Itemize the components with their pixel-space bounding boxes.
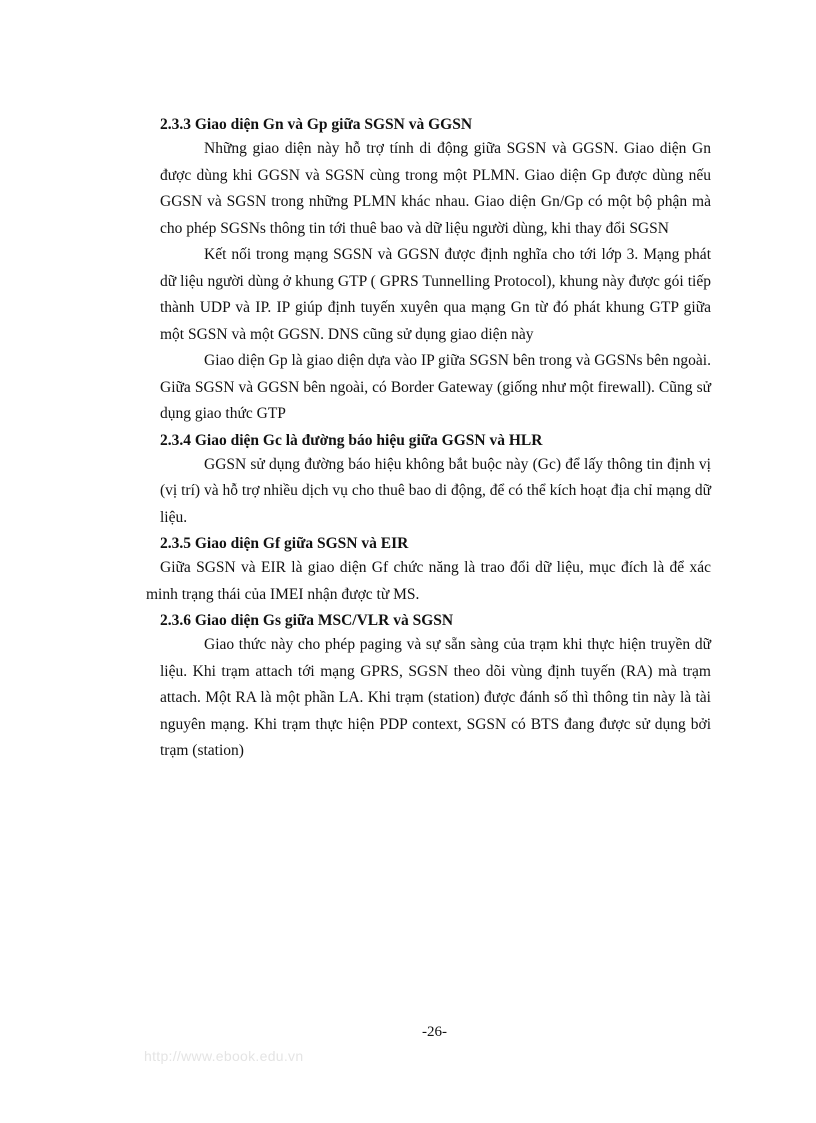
document-page	[146, 114, 711, 765]
paragraph: Kết nối trong mạng SGSN và GGSN được định nghĩa cho tới lớp 3. Mạng phát dữ liệu người dùng ở khung GTP ( GPRS Tunnelling Protocol), khung này được gói tiếp thành UDP và IP. IP giúp định tuyến xuyên qua mạng Gn từ đó phát khung GTP giữa một SGSN và một GGSN. DNS cũng sử dụng giao diện này	[160, 246, 711, 343]
watermark-url: http://www.ebook.edu.vn	[144, 1048, 304, 1064]
section-heading-2-3-3: 2.3.3 Giao diện Gn và Gp giữa SGSN và GGSN	[160, 116, 473, 133]
section-heading-2-3-6: 2.3.6 Giao diện Gs giữa MSC/VLR và SGSN	[160, 612, 454, 629]
paragraph: GGSN sử dụng đường báo hiệu không bắt buộc này (Gc) để lấy thông tin định vị (vị trí) và hỗ trợ nhiều dịch vụ cho thuê bao di động, để có thể kích hoạt địa chỉ mạng dữ liệu.	[160, 455, 711, 526]
paragraph: Giao thức này cho phép paging và sự sẵn sàng của trạm khi thực hiện truyền dữ liệu. Khi trạm attach tới mạng GPRS, SGSN theo dõi vùng định tuyến (RA) mà trạm attach. Một RA là một phần LA. Khi trạm (station) được đánh số thì thông tin này là tài nguyên mạng. Khi trạm thực hiện PDP context, SGSN có BTS đang được sử dụng bởi trạm (station)	[160, 636, 711, 759]
paragraph: Giao diện Gp là giao diện dựa vào IP giữa SGSN bên trong và GGSNs bên ngoài. Giữa SGSN và GGSN bên ngoài, có Border Gateway (giống như một firewall). Cũng sử dụng giao thức GTP	[160, 352, 711, 422]
page-number: -26-	[422, 1024, 447, 1040]
section-heading-2-3-5: 2.3.5 Giao diện Gf giữa SGSN và EIR	[160, 535, 409, 552]
paragraph: Những giao diện này hỗ trợ tính di động giữa SGSN và GGSN. Giao diện Gn được dùng khi GGSN và SGSN cùng trong một PLMN. Giao diện Gp được dùng nếu GGSN và SGSN trong những PLMN khác nhau. Giao diện Gn/Gp có một bộ phận mà cho phép SGSNs thông tin tới thuê bao và dữ liệu người dùng, khi thay đổi SGSN	[160, 140, 711, 237]
paragraph: Giữa SGSN và EIR là giao diện Gf chức năng là trao đổi dữ liệu, mục đích là để xác minh trạng thái của IMEI nhận được từ MS.	[146, 559, 711, 603]
section-heading-2-3-4: 2.3.4 Giao diện Gc là đường báo hiệu giữa GGSN và HLR	[160, 431, 543, 449]
